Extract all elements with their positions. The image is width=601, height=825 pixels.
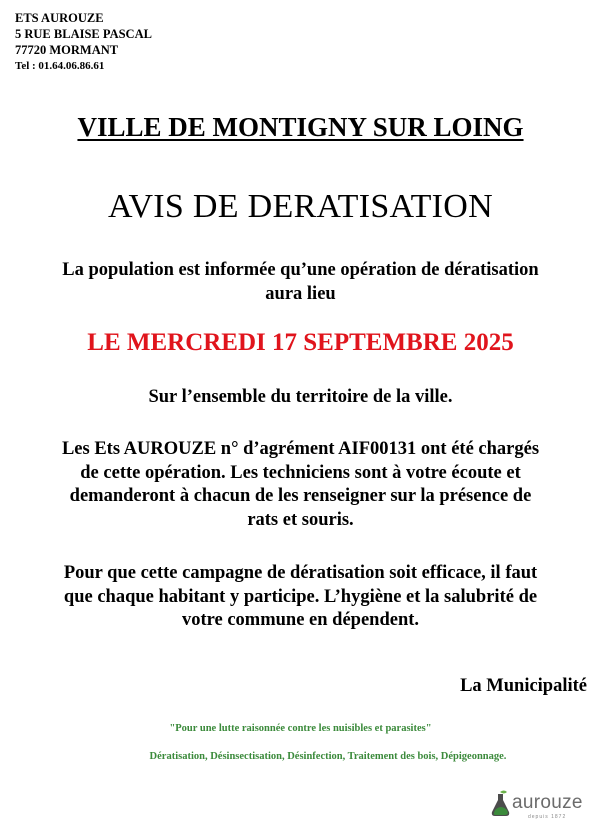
signature: La Municipalité xyxy=(460,676,587,696)
intro-paragraph xyxy=(0,259,601,306)
company-paragraph xyxy=(0,438,601,532)
logo-subtitle: depuis 1872 xyxy=(528,814,567,820)
aurouze-logo xyxy=(490,790,590,820)
scope-text: Sur l’ensemble du territoire de la ville. xyxy=(148,387,453,407)
company-line-4: rats et souris. xyxy=(247,509,354,530)
sender-name: ETS AUROUZE xyxy=(15,11,104,25)
company-line-3: demanderont à chacun de les renseigner sur la présence de xyxy=(69,486,532,506)
sender-phone: Tel : 01.64.06.86.61 xyxy=(15,60,105,72)
footer-services: Dératisation, Désinsectisation, Désinfection, Traitement des bois, Dépigeonnage. xyxy=(149,751,507,762)
notice-title: AVIS DE DERATISATION xyxy=(107,188,494,225)
footer-motto: "Pour une lutte raisonnée contre les nuisibles et parasites" xyxy=(169,723,432,734)
sender-street: 5 RUE BLAISE PASCAL xyxy=(15,27,152,41)
logo-wordmark: aurouze xyxy=(512,792,583,813)
appeal-line-1: Pour que cette campagne de dératisation soit efficace, il faut xyxy=(63,563,538,583)
city-title: VILLE DE MONTIGNY SUR LOING xyxy=(77,112,524,142)
company-line-1: Les Ets AUROUZE n° d’agrément AIF00131 ont été chargés xyxy=(61,439,540,459)
sender-city: 77720 MORMANT xyxy=(15,43,119,57)
appeal-line-3: votre commune en dépendent. xyxy=(181,610,420,630)
operation-date: LE MERCREDI 17 SEPTEMBRE 2025 xyxy=(87,329,514,356)
intro-line-2: aura lieu xyxy=(265,283,336,304)
company-line-2: de cette opération. Les techniciens sont à votre écoute et xyxy=(80,462,521,483)
intro-line-1: La population est informée qu’une opération de dératisation xyxy=(62,260,539,280)
appeal-line-2: que chaque habitant y participe. L’hygiène et la salubrité de xyxy=(63,586,538,607)
sender-address-block xyxy=(15,10,152,74)
appeal-paragraph xyxy=(0,562,601,633)
flask-leaf-icon xyxy=(490,790,512,818)
